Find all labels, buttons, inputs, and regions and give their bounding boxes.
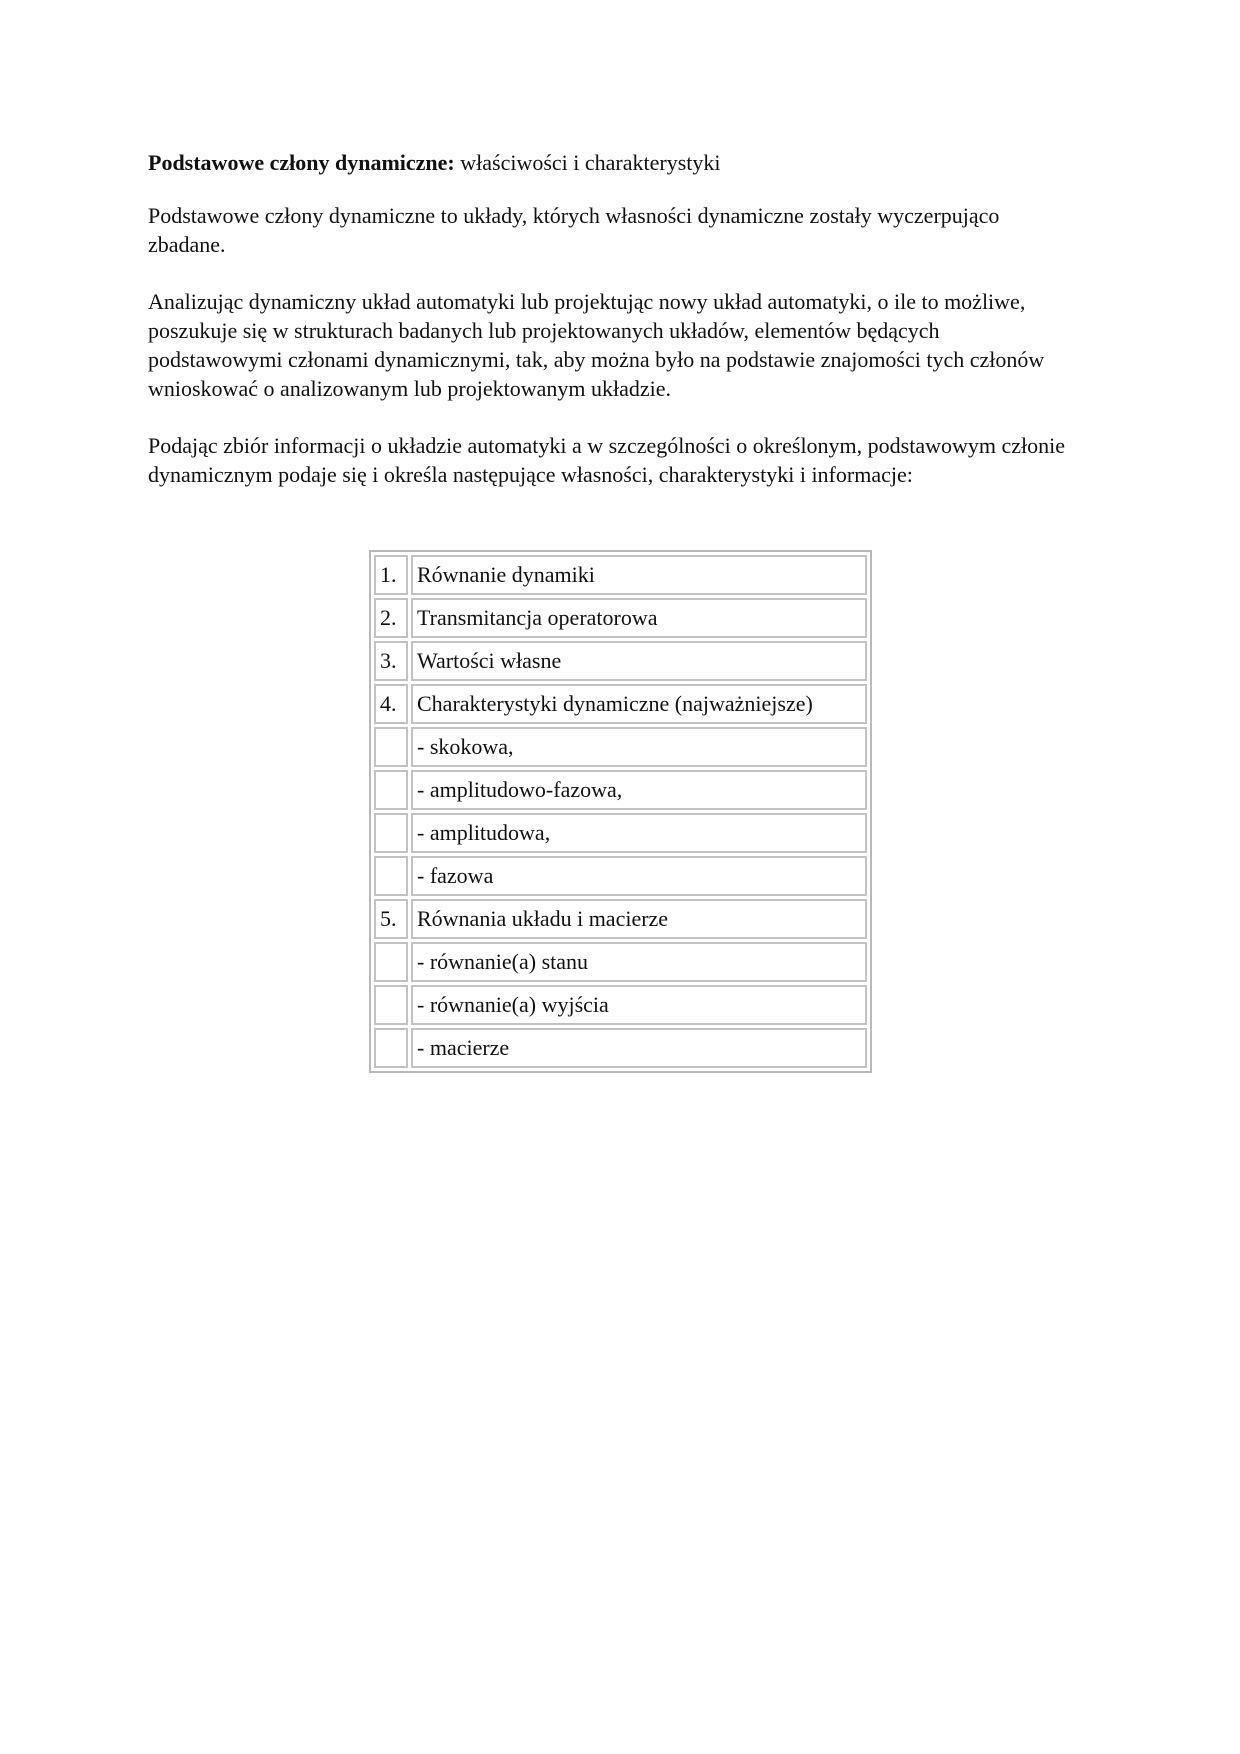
row-number bbox=[374, 727, 408, 767]
row-number bbox=[374, 942, 408, 982]
table-row bbox=[374, 899, 867, 939]
row-text: Równania układu i macierze bbox=[411, 899, 867, 939]
paragraph-2: Analizując dynamiczny układ automatyki lub projektując nowy układ automatyki, o ile to możliwe, poszukuje się w strukturach badanych lub projektowanych układów, elementów będących podstawowymi członami dynamicznymi, tak, aby można było na podstawie znajomości tych członów wnioskować o analizowanym lub projektowanym układzie. bbox=[148, 289, 1045, 401]
row-text: Wartości własne bbox=[411, 641, 867, 681]
table-row bbox=[374, 641, 867, 681]
paragraph-1: Podstawowe człony dynamiczne to układy, których własności dynamiczne zostały wyczerpująco zbadane. bbox=[148, 203, 1000, 257]
row-text: - fazowa bbox=[411, 856, 867, 896]
heading-bold-part: Podstawowe człony dynamiczne: bbox=[148, 150, 455, 175]
table-row bbox=[374, 856, 867, 896]
table-row bbox=[374, 1028, 867, 1068]
row-text: - równanie(a) wyjścia bbox=[411, 985, 867, 1025]
document-heading bbox=[148, 148, 1068, 177]
table-row bbox=[374, 727, 867, 767]
row-text: - równanie(a) stanu bbox=[411, 942, 867, 982]
row-number bbox=[374, 856, 408, 896]
row-number: 5. bbox=[374, 899, 408, 939]
table-row bbox=[374, 770, 867, 810]
document-page bbox=[148, 148, 1068, 517]
heading-normal-part: właściwości i charakterystyki bbox=[454, 150, 721, 175]
row-text: Równanie dynamiki bbox=[411, 555, 867, 595]
row-number: 2. bbox=[374, 598, 408, 638]
row-number bbox=[374, 1028, 408, 1068]
row-text: Transmitancja operatorowa bbox=[411, 598, 867, 638]
paragraph-3: Podając zbiór informacji o układzie automatyki a w szczególności o określonym, podstawowym członie dynamicznym podaje się i określa następujące własności, charakterystyki i informacje: bbox=[148, 433, 1066, 487]
row-number bbox=[374, 770, 408, 810]
row-number: 3. bbox=[374, 641, 408, 681]
table-row bbox=[374, 985, 867, 1025]
table-row bbox=[374, 942, 867, 982]
table-row bbox=[374, 684, 867, 724]
properties-table bbox=[369, 550, 872, 1073]
row-number: 1. bbox=[374, 555, 408, 595]
table-row bbox=[374, 813, 867, 853]
row-text: Charakterystyki dynamiczne (najważniejsze) bbox=[411, 684, 867, 724]
properties-table-wrapper bbox=[369, 550, 872, 1073]
row-number bbox=[374, 985, 408, 1025]
row-text: - macierze bbox=[411, 1028, 867, 1068]
table-row bbox=[374, 555, 867, 595]
row-text: - amplitudowa, bbox=[411, 813, 867, 853]
row-number: 4. bbox=[374, 684, 408, 724]
row-text: - skokowa, bbox=[411, 727, 867, 767]
table-row bbox=[374, 598, 867, 638]
row-number bbox=[374, 813, 408, 853]
row-text: - amplitudowo-fazowa, bbox=[411, 770, 867, 810]
